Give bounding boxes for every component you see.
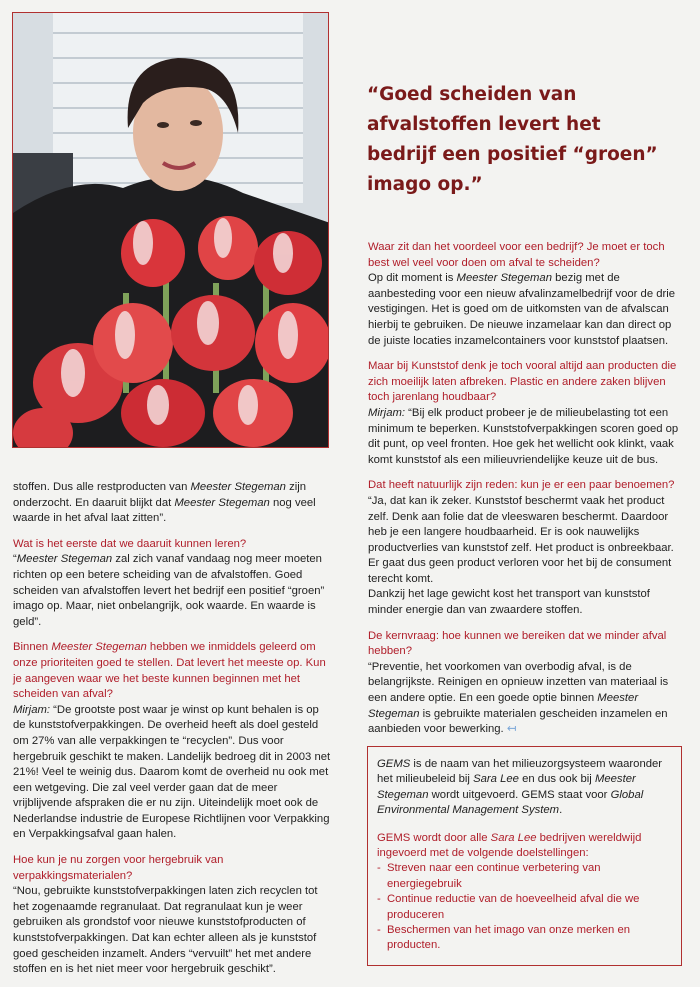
pull-quote: “Goed scheiden van afvalstoffen levert het bedrijf een positief “groen” imago op.” (367, 84, 658, 195)
answer-5: Mirjam: “Bij elk product probeer je de milieubelasting tot een minimum te beperken. Kunststofverpakkingen scoren goed op dit punt, op veel fronten. Hoe gek het wellicht ook klinkt, vaak komt kunststof als een milieuvriendelijke keuze uit de bus. (368, 406, 679, 466)
answer-6b: Dankzij het lage gewicht kost het transport van kunststof minder energie dan van zwaardere stoffen. (368, 588, 650, 617)
gems-goal: - Streven naar een continue verbetering van energiegebruik (377, 861, 672, 892)
answer-2: Mirjam: “De grootste post waar je winst op kunt behalen is op de kunststofverpakkingen. De overheid heeft als doel gesteld om 27% van alle verpakkingen te “recyclen”. Dus voor hergebruik geschikt te maken. Landelijk bedroeg dit in 2003 net 21%! Veel te weinig dus. Daarom komt de overheid nu ook met een wetgeving. Die zal veel verder gaan dat de meer vrijblijvende afspraken die er nu zijn. Uiteindelijk moet ook de Nederlandse industrie de Europese Richtlijnen voor Verpakking en Verpakkingsafval gaan halen. (13, 703, 331, 841)
portrait-photo (12, 12, 329, 448)
answer-4: Op dit moment is Meester Stegeman bezig met de aanbesteding voor een nieuw afvalinzamelbedrijf voor de drie vestigingen. Het is goed om de uitkomsten van de afvalscan hierbij te gebruiken. De nieuwe inzamelaar kan dan direct op de juiste locaties inzamelcontainers voor kunststof plaatsen. (368, 272, 676, 347)
question-4: Waar zit dan het voordeel voor een bedrijf? Je moet er toch best wel veel voor doen om afval te scheiden? (368, 241, 665, 269)
gems-info-box (367, 746, 682, 966)
question-5: Maar bij Kunststof denk je toch vooral altijd aan producten die zich moeilijk laten afbreken. Plastic en andere zaken blijven toch jarenlang houdbaar? (368, 360, 677, 404)
gems-goal: - Beschermen van het imago van onze merken en producten. (377, 923, 672, 954)
gems-goals-intro: GEMS wordt door alle Sara Lee bedrijven wereldwijd ingevoerd met de volgende doelstellingen: (377, 831, 642, 860)
answer-3: “Nou, gebruikte kunststofverpakkingen laten zich recyclen tot het zogenaamde regranulaat. Dat regranulaat kun je weer gebruiken als grondstof voor nieuwe kunststofproducten of kunststofverpakkingen. Dat kan echter alleen als je kunststof goed gescheiden inzamelt. Anders “vervuilt” het met andere stoffen en is het niet meer voor hergebruik geschikt”. (13, 885, 318, 976)
left-column (13, 480, 331, 978)
question-7: De kernvraag: hoe kunnen we bereiken dat we minder afval hebben? (368, 629, 667, 658)
gems-intro: GEMS is de naam van het milieuzorgsysteem waaronder het milieubeleid bij Sara Lee en dus ook bij Meester Stegeman wordt uitgevoerd. GEMS staat voor Global Environmental Management System. (377, 758, 663, 817)
end-mark-icon: ↤ (506, 723, 517, 736)
question-6: Dat heeft natuurlijk zijn reden: kun je er een paar benoemen? (368, 479, 675, 492)
woman-with-tulips-image (13, 13, 329, 448)
answer-6: “Ja, dat kan ik zeker. Kunststof beschermt vaak het product zelf. Denk aan folie dat de vleeswaren beschermt. Daardoor heb je een langere houdbaarheid. Er is ook nauwelijks productverlies van kunststof zelf. Het product is onbreekbaar. Er gaat dus geen product verloren voor het bij de consument terecht komt. (368, 494, 674, 585)
right-column (368, 240, 681, 738)
question-2: Binnen Meester Stegeman hebben we inmiddels geleerd om onze prioriteiten goed te stellen. Dat levert het meeste op. Kun je aangeven waar we het beste kunnen beginnen met het scheiden van afval? (13, 641, 326, 701)
question-1: Wat is het eerste dat we daaruit kunnen leren? (13, 537, 247, 550)
gems-goal: - Continue reductie van de hoeveelheid afval die we produceren (377, 892, 672, 923)
gems-goals-list (377, 861, 672, 953)
intro-paragraph: stoffen. Dus alle restproducten van Meester Stegeman zijn onderzocht. En daaruit blijkt dat Meester Stegeman nog veel waarde in het afval laat zitten”. (13, 481, 316, 525)
answer-7: “Preventie, het voorkomen van overbodig afval, is de belangrijkste. Reinigen en opnieuw inzetten van materiaal is een andere optie. En een goede optie binnen Meester Stegeman is gebruikte materialen gescheiden inzamelen en aanbieden voor bewerking. ↤ (368, 660, 669, 736)
question-3: Hoe kun je nu zorgen voor hergebruik van verpakkingsmaterialen? (13, 854, 224, 882)
answer-1: “Meester Stegeman zal zich vanaf vandaag nog meer moeten richten op een betere scheiding van de afvalstoffen. Goed scheiden van afvalstoffen levert het bedrijf een positief “groen” imago op. Maar, niet onbelangrijk, ook waarde. En waarde is geld”. (13, 553, 325, 628)
